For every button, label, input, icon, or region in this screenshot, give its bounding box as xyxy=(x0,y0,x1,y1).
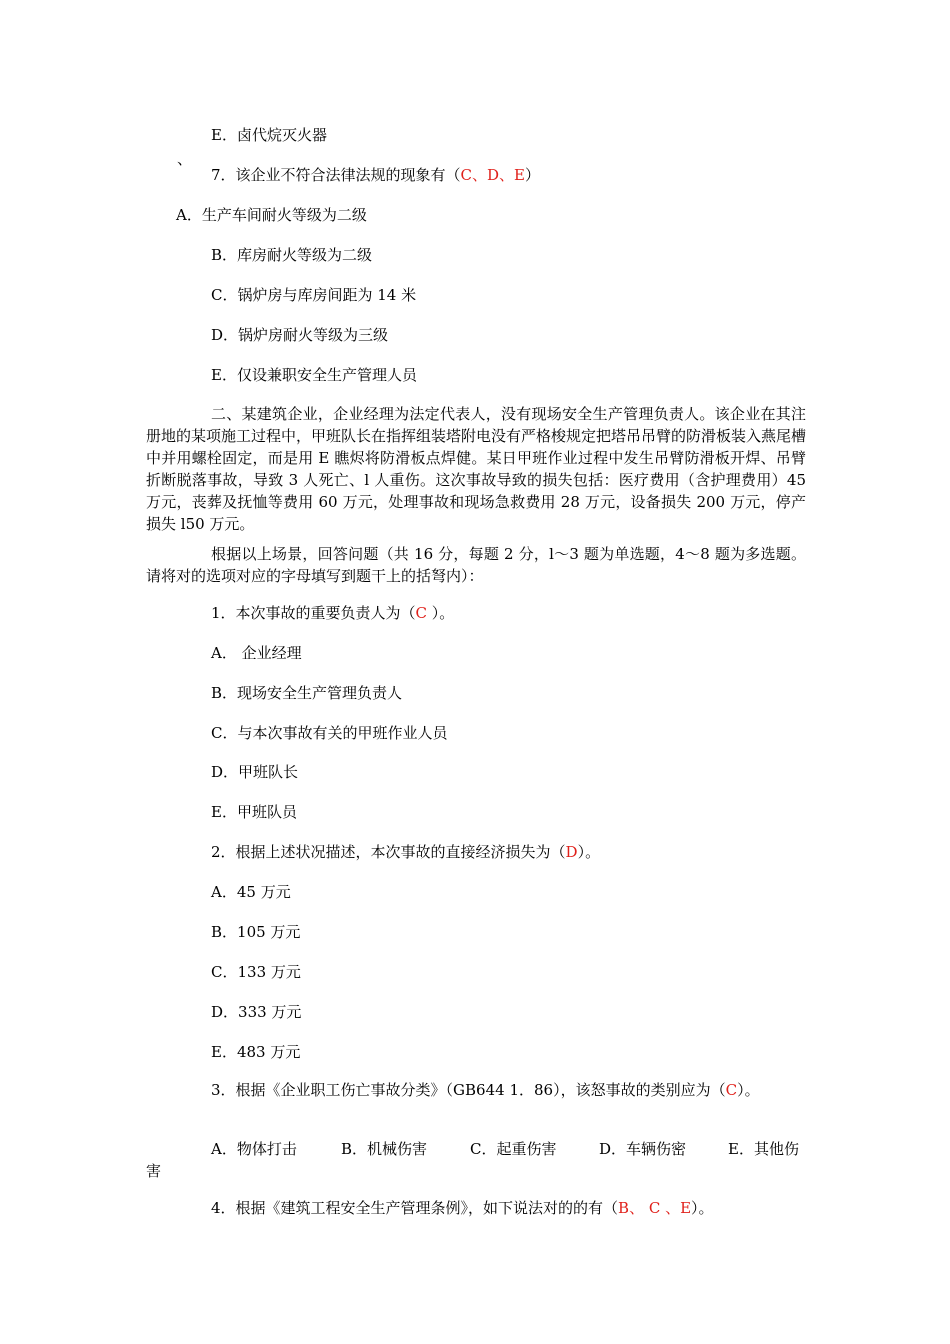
q7-prefix: 7．该企业不符合法律法规的现象有（ xyxy=(211,166,461,184)
q2-stem xyxy=(211,841,600,863)
q4-answer: B、 C 、E xyxy=(618,1199,692,1217)
q1-stem xyxy=(211,602,454,624)
q3-option-b: B．机械伤害 xyxy=(341,1140,428,1158)
q7-option-e: E．仅设兼职安全生产管理人员 xyxy=(211,366,417,384)
q1-option-e: E．甲班队员 xyxy=(211,803,297,821)
q1-option-b: B．现场安全生产管理负责人 xyxy=(211,684,403,702)
q7-option-b: B．库房耐火等级为二级 xyxy=(211,246,373,264)
q3-answer: C xyxy=(725,1081,738,1099)
q4-suffix: ）。 xyxy=(691,1199,714,1217)
q2-prefix: 2．根据上述状况描述，本次事故的直接经济损失为（ xyxy=(211,843,566,861)
q3-option-a: A．物体打击 xyxy=(211,1140,297,1158)
instruction-paragraph: 根据以上场景，回答问题（共 16 分，每题 2 分，l～3 题为单选题，4～8 题为多选题。请将对的选项对应的字母填写到题干上的括弩内）： xyxy=(146,545,806,585)
q3-suffix: ）。 xyxy=(737,1081,760,1099)
q2-suffix: ）。 xyxy=(577,843,601,861)
q1-prefix: 1．本次事故的重要负责人为（ xyxy=(211,604,416,622)
q2-option-a: A．45 万元 xyxy=(211,883,291,901)
q7-stem xyxy=(211,164,540,186)
q7-option-d: D．锅炉房耐火等级为三级 xyxy=(211,326,389,344)
q3-option-e-wrap xyxy=(728,1138,806,1160)
q1-option-c: C．与本次事故有关的甲班作业人员 xyxy=(211,724,448,742)
q7-suffix: ） xyxy=(525,166,541,184)
q6-option-e: E．卤代烷灭火器 xyxy=(211,126,327,144)
q3-option-e-tail: 害 xyxy=(146,1162,162,1180)
q1-option-d: D．甲班队长 xyxy=(211,763,299,781)
q7-answer: C、D、E xyxy=(460,166,526,184)
q3-option-e: E．其他伤 xyxy=(728,1140,799,1158)
q1-option-a: A． 企业经理 xyxy=(211,644,302,662)
q4-stem xyxy=(211,1197,714,1219)
q3-prefix: 3．根据《企业职工伤亡事故分类》（GB644 1．86），该怒事故的类别应为（ xyxy=(211,1081,726,1099)
q2-option-b: B．105 万元 xyxy=(211,923,301,941)
q2-answer: D xyxy=(565,843,578,861)
q7-option-a: A．生产车间耐火等级为二级 xyxy=(176,206,367,224)
case-two-paragraph: 二、某建筑企业，企业经理为法定代表人，没有现场安全生产管理负责人。该企业在其注册地的某项施工过程中，甲班队长在指挥组装塔附电没有严格梭规定把塔吊吊臂的防滑板装入燕尾槽中并用螺栓固定，而是用 E 瞧烬将防滑板点焊健。某日甲班作业过程中发生吊臂防滑板开焊、吊臂折断脱落事故，导致 3 人死亡、l 人重伤。这次事故导致的损失包括：医疗费用（含护理费用）45 万元，丧葬及抚恤等费用 60 万元，处理事故和现场急救费用 28 万元，设备损失 200 万元，停产损失 l50 万元。 xyxy=(146,405,807,533)
q3-stem xyxy=(146,1079,806,1101)
q2-option-e: E．483 万元 xyxy=(211,1043,301,1061)
q4-prefix: 4．根据《建筑工程安全生产管理条例》，如下说法对的的有（ xyxy=(211,1199,619,1217)
q3-option-d: D．车辆伤密 xyxy=(599,1140,687,1158)
q2-option-d: D．333 万元 xyxy=(211,1003,302,1021)
q1-suffix: ）。 xyxy=(427,604,455,622)
q2-option-c: C．133 万元 xyxy=(211,963,301,981)
q3-option-c: C．起重伤害 xyxy=(470,1140,557,1158)
q1-answer: C xyxy=(415,604,428,622)
stray-mark: 、 xyxy=(177,150,193,168)
q7-option-c: C．锅炉房与库房间距为 14 米 xyxy=(211,286,417,304)
